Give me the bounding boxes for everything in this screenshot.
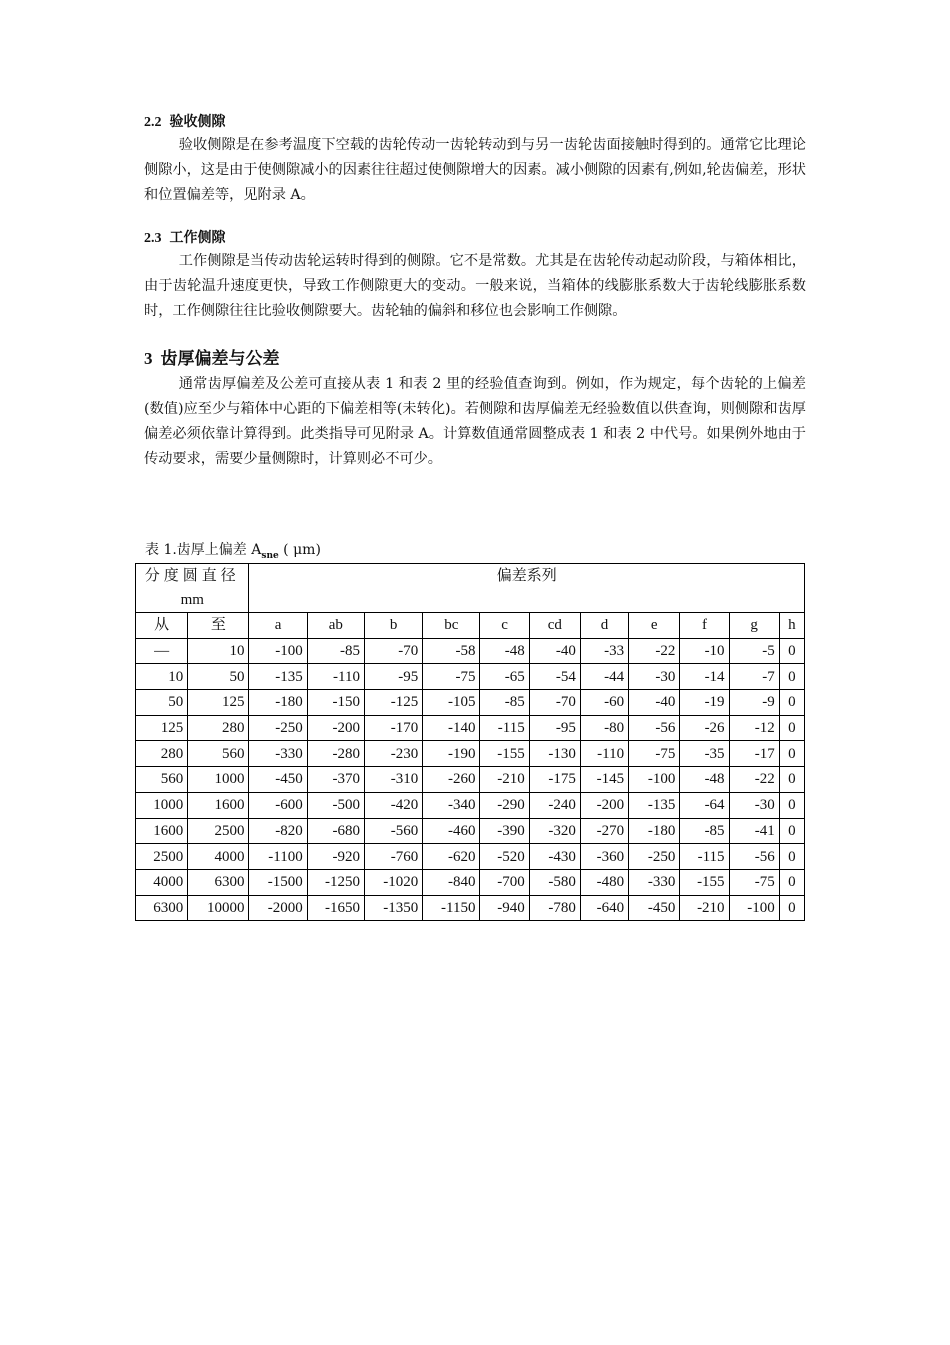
to-cell: 1600 <box>188 792 249 818</box>
value-cell: -19 <box>680 690 729 716</box>
series-header-ab: ab <box>307 613 364 639</box>
value-cell: -270 <box>580 818 628 844</box>
value-cell: -330 <box>629 869 680 895</box>
value-cell: 0 <box>779 844 804 870</box>
from-cell: 1600 <box>136 818 188 844</box>
value-cell: -2000 <box>249 895 307 921</box>
from-cell: 10 <box>136 664 188 690</box>
to-cell: 2500 <box>188 818 249 844</box>
series-header-f: f <box>680 613 729 639</box>
series-header-cell: 偏差系列 <box>249 564 805 613</box>
value-cell: -14 <box>680 664 729 690</box>
series-header-h: h <box>779 613 804 639</box>
to-cell: 560 <box>188 741 249 767</box>
caption-suffix: ( μm) <box>278 542 321 558</box>
section-title: 齿厚偏差与公差 <box>160 349 280 369</box>
value-cell: -620 <box>423 844 480 870</box>
value-cell: -145 <box>580 767 628 793</box>
value-cell: -110 <box>580 741 628 767</box>
series-header-bc: bc <box>423 613 480 639</box>
value-cell: -54 <box>529 664 580 690</box>
value-cell: -17 <box>729 741 779 767</box>
value-cell: -820 <box>249 818 307 844</box>
value-cell: -180 <box>249 690 307 716</box>
value-cell: -40 <box>529 638 580 664</box>
value-cell: -760 <box>364 844 422 870</box>
value-cell: -180 <box>629 818 680 844</box>
series-header-d: d <box>580 613 628 639</box>
value-cell: -80 <box>580 715 628 741</box>
value-cell: -125 <box>364 690 422 716</box>
from-cell: 560 <box>136 767 188 793</box>
value-cell: -35 <box>680 741 729 767</box>
table-caption <box>145 540 321 566</box>
value-cell: -150 <box>307 690 364 716</box>
from-cell: 2500 <box>136 844 188 870</box>
value-cell: -64 <box>680 792 729 818</box>
value-cell: -310 <box>364 767 422 793</box>
section-2-2-paragraph: 验收侧隙是在参考温度下空载的齿轮传动一齿轮转动到与另一齿轮齿面接触时得到的。通常它比理论侧隙小，这是由于使侧隙减小的因素往往超过使侧隙增大的因素。减小侧隙的因素有,例如,轮齿偏差，形状和位置偏差等，见附录 A。 <box>144 137 806 203</box>
value-cell: -105 <box>423 690 480 716</box>
value-cell: -33 <box>580 638 628 664</box>
value-cell: -560 <box>364 818 422 844</box>
from-cell: — <box>136 638 188 664</box>
value-cell: -155 <box>480 741 529 767</box>
section-3-paragraph: 通常齿厚偏差及公差可直接从表 1 和表 2 里的经验值查询到。例如，作为规定，每个齿轮的上偏差(数值)应至少与箱体中心距的下偏差相等(未转化)。若侧隙和齿厚偏差无经验数值以供查询，则侧隙和齿厚偏差必须依靠计算得到。此类指导可见附录 A。计算数值通常圆整成表 1 和表 2 中代号。如果例外地由于传动要求，需要少量侧隙时，计算则必不可少。 <box>144 376 806 467</box>
value-cell: -1020 <box>364 869 422 895</box>
to-header-cell: 至 <box>188 613 249 639</box>
value-cell: -260 <box>423 767 480 793</box>
value-cell: -110 <box>307 664 364 690</box>
value-cell: -70 <box>364 638 422 664</box>
value-cell: -155 <box>680 869 729 895</box>
value-cell: -390 <box>480 818 529 844</box>
value-cell: -340 <box>423 792 480 818</box>
from-cell: 50 <box>136 690 188 716</box>
value-cell: -680 <box>307 818 364 844</box>
section-3-heading <box>144 346 806 372</box>
value-cell: 0 <box>779 767 804 793</box>
value-cell: -190 <box>423 741 480 767</box>
series-header-e: e <box>629 613 680 639</box>
value-cell: -1500 <box>249 869 307 895</box>
to-cell: 6300 <box>188 869 249 895</box>
value-cell: -48 <box>680 767 729 793</box>
value-cell: -370 <box>307 767 364 793</box>
value-cell: -135 <box>629 792 680 818</box>
table-row <box>136 715 805 741</box>
value-cell: -85 <box>480 690 529 716</box>
section-2-2-heading <box>144 112 806 133</box>
section-2-3-paragraph: 工作侧隙是当传动齿轮运转时得到的侧隙。它不是常数。尤其是在齿轮传动起动阶段，与箱体相比，由于齿轮温升速度更快，导致工作侧隙更大的变动。一般来说，当箱体的线膨胀系数大于齿轮线膨胀系数时，工作侧隙往往比验收侧隙要大。齿轮轴的偏斜和移位也会影响工作侧隙。 <box>144 253 806 319</box>
value-cell: -26 <box>680 715 729 741</box>
value-cell: -95 <box>364 664 422 690</box>
value-cell: -1150 <box>423 895 480 921</box>
value-cell: -12 <box>729 715 779 741</box>
value-cell: -60 <box>580 690 628 716</box>
value-cell: -115 <box>480 715 529 741</box>
table-row <box>136 869 805 895</box>
section-2-3-heading <box>144 228 806 249</box>
section-number: 2.3 <box>144 231 162 246</box>
table-row <box>136 844 805 870</box>
value-cell: -75 <box>629 741 680 767</box>
table-row <box>136 767 805 793</box>
series-header-cd: cd <box>529 613 580 639</box>
value-cell: -44 <box>580 664 628 690</box>
value-cell: -480 <box>580 869 628 895</box>
value-cell: -840 <box>423 869 480 895</box>
from-header-cell: 从 <box>136 613 188 639</box>
from-cell: 6300 <box>136 895 188 921</box>
value-cell: -70 <box>529 690 580 716</box>
value-cell: -85 <box>307 638 364 664</box>
value-cell: -450 <box>249 767 307 793</box>
value-cell: 0 <box>779 664 804 690</box>
value-cell: -240 <box>529 792 580 818</box>
value-cell: -5 <box>729 638 779 664</box>
value-cell: -520 <box>480 844 529 870</box>
value-cell: -430 <box>529 844 580 870</box>
value-cell: -320 <box>529 818 580 844</box>
value-cell: -280 <box>307 741 364 767</box>
document-body <box>144 112 806 472</box>
value-cell: -115 <box>680 844 729 870</box>
value-cell: -22 <box>729 767 779 793</box>
value-cell: -175 <box>529 767 580 793</box>
table-header-row <box>136 564 805 613</box>
from-cell: 4000 <box>136 869 188 895</box>
value-cell: -30 <box>629 664 680 690</box>
value-cell: -135 <box>249 664 307 690</box>
table-row <box>136 638 805 664</box>
diameter-header-cell <box>136 564 249 613</box>
value-cell: -250 <box>249 715 307 741</box>
value-cell: -130 <box>529 741 580 767</box>
value-cell: -460 <box>423 818 480 844</box>
to-cell: 50 <box>188 664 249 690</box>
value-cell: -210 <box>480 767 529 793</box>
diameter-unit-label: mm <box>180 592 204 608</box>
value-cell: -58 <box>423 638 480 664</box>
from-cell: 125 <box>136 715 188 741</box>
value-cell: -100 <box>629 767 680 793</box>
value-cell: -140 <box>423 715 480 741</box>
series-header-g: g <box>729 613 779 639</box>
caption-prefix: 表 1.齿厚上偏差 A <box>145 542 262 558</box>
value-cell: -85 <box>680 818 729 844</box>
value-cell: -920 <box>307 844 364 870</box>
to-cell: 10000 <box>188 895 249 921</box>
series-header-c: c <box>480 613 529 639</box>
section-title: 验收侧隙 <box>169 114 226 130</box>
value-cell: -700 <box>480 869 529 895</box>
value-cell: -65 <box>480 664 529 690</box>
to-cell: 125 <box>188 690 249 716</box>
value-cell: -100 <box>249 638 307 664</box>
value-cell: -230 <box>364 741 422 767</box>
value-cell: -200 <box>307 715 364 741</box>
value-cell: -95 <box>529 715 580 741</box>
section-number: 3 <box>144 349 153 368</box>
to-cell: 10 <box>188 638 249 664</box>
value-cell: -360 <box>580 844 628 870</box>
value-cell: -1350 <box>364 895 422 921</box>
caption-subscript: sne <box>261 550 279 561</box>
value-cell: -250 <box>629 844 680 870</box>
value-cell: -9 <box>729 690 779 716</box>
value-cell: 0 <box>779 792 804 818</box>
table-row <box>136 741 805 767</box>
value-cell: 0 <box>779 715 804 741</box>
value-cell: -640 <box>580 895 628 921</box>
value-cell: -30 <box>729 792 779 818</box>
value-cell: 0 <box>779 895 804 921</box>
table-row <box>136 690 805 716</box>
value-cell: 0 <box>779 741 804 767</box>
from-cell: 280 <box>136 741 188 767</box>
value-cell: -56 <box>629 715 680 741</box>
value-cell: -580 <box>529 869 580 895</box>
value-cell: -780 <box>529 895 580 921</box>
to-cell: 1000 <box>188 767 249 793</box>
to-cell: 4000 <box>188 844 249 870</box>
value-cell: -290 <box>480 792 529 818</box>
value-cell: -200 <box>580 792 628 818</box>
deviation-table <box>135 563 805 921</box>
value-cell: -7 <box>729 664 779 690</box>
value-cell: -22 <box>629 638 680 664</box>
value-cell: -75 <box>423 664 480 690</box>
value-cell: 0 <box>779 818 804 844</box>
series-header-a: a <box>249 613 307 639</box>
value-cell: -600 <box>249 792 307 818</box>
value-cell: -75 <box>729 869 779 895</box>
value-cell: -1100 <box>249 844 307 870</box>
value-cell: -56 <box>729 844 779 870</box>
value-cell: -210 <box>680 895 729 921</box>
value-cell: -1650 <box>307 895 364 921</box>
value-cell: -170 <box>364 715 422 741</box>
value-cell: 0 <box>779 638 804 664</box>
section-title: 工作侧隙 <box>169 230 226 246</box>
table-row <box>136 895 805 921</box>
value-cell: -500 <box>307 792 364 818</box>
value-cell: -100 <box>729 895 779 921</box>
table-row <box>136 664 805 690</box>
value-cell: -450 <box>629 895 680 921</box>
value-cell: -40 <box>629 690 680 716</box>
series-header-b: b <box>364 613 422 639</box>
value-cell: -48 <box>480 638 529 664</box>
table-row <box>136 792 805 818</box>
to-cell: 280 <box>188 715 249 741</box>
value-cell: -330 <box>249 741 307 767</box>
table-subheader-row <box>136 613 805 639</box>
value-cell: 0 <box>779 869 804 895</box>
from-cell: 1000 <box>136 792 188 818</box>
value-cell: -41 <box>729 818 779 844</box>
table-row <box>136 818 805 844</box>
diameter-header-label: 分度圆直径 <box>144 568 240 584</box>
value-cell: 0 <box>779 690 804 716</box>
value-cell: -1250 <box>307 869 364 895</box>
value-cell: -940 <box>480 895 529 921</box>
section-number: 2.2 <box>144 115 162 130</box>
value-cell: -420 <box>364 792 422 818</box>
value-cell: -10 <box>680 638 729 664</box>
